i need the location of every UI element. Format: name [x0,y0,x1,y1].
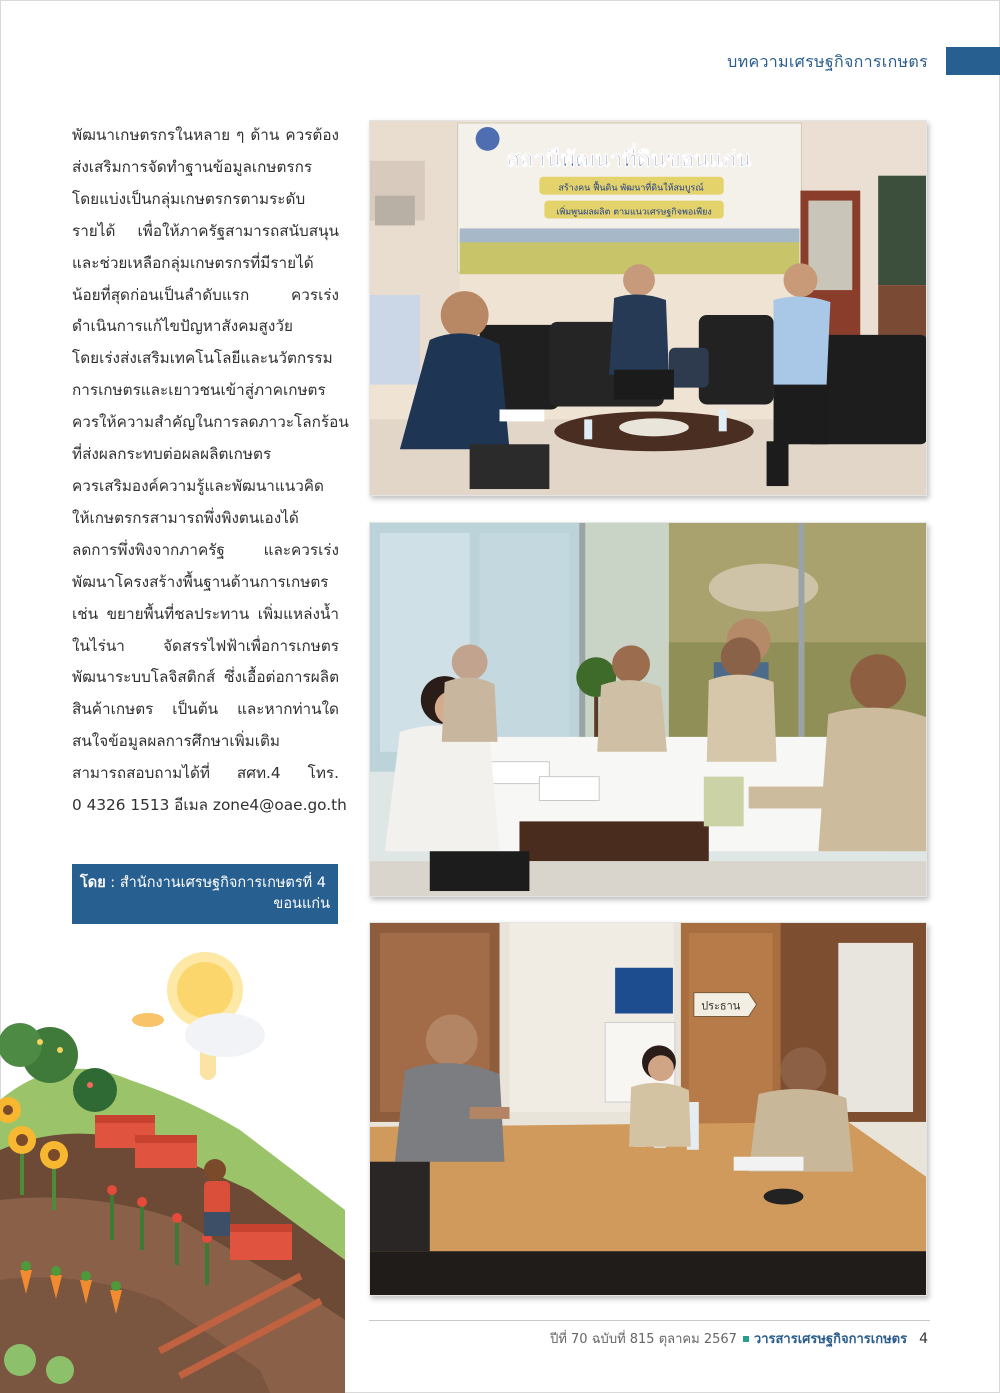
article-line: น้อยที่สุดก่อนเป็นลำดับแรก ควรเร่ง [72,285,339,304]
byline-box [72,864,338,924]
article-line: โดยเร่งส่งเสริมเทคโนโลยีและนวัตกรรม [72,349,333,368]
farm-illustration [0,950,345,1393]
footer [550,1328,928,1349]
article-line: พัฒนาโครงสร้างพื้นฐานด้านการเกษตร [72,572,329,591]
article-line: ให้เกษตรกรสามารถพึ่งพิงตนเองได้ [72,508,299,527]
byline-city: ขอนแก่น [273,896,330,912]
footer-issue: ปีที่ 70 ฉบับที่ 815 ตุลาคม 2567 [550,1332,737,1347]
footer-square-icon [743,1336,749,1342]
article-line: การเกษตรและเยาวชนเข้าสู่ภาคเกษตร [72,381,326,400]
article-line: พัฒนาเกษตรกรในหลาย ๆ ด้าน ควรต้อง [72,126,339,144]
article-line: ควรเสริมองค์ความรู้และพัฒนาแนวคิด [72,476,324,495]
header-accent-bar [946,47,1000,75]
article-line: ที่ส่งผลกระทบต่อผลผลิตเกษตร [72,445,272,464]
footer-journal-name: วารสารเศรษฐกิจการเกษตร [753,1332,908,1347]
article-line: และช่วยเหลือกลุ่มเกษตรกรที่มีรายได้ [72,253,314,272]
byline-label: โดย [80,875,106,891]
footer-rule [369,1320,930,1321]
article-line: พัฒนาระบบโลจิสติกส์ ซึ่งเอื้อต่อการผลิต [72,668,339,687]
article-line: ในไร่นา จัดสรรไฟฟ้าเพื่อการเกษตร [72,636,339,655]
article-line: 0 4326 1513 อีเมล zone4@oae.go.th [72,796,347,815]
article-line: สินค้าเกษตร เป็นต้น และหากท่านใด [72,700,339,719]
photo-meeting-glass-office [369,522,927,897]
article-line: ควรให้ความสำคัญในการลดภาวะโลกร้อน [72,413,349,432]
article-line: ส่งเสริมการจัดทำฐานข้อมูลเกษตรกร [72,157,313,176]
article-line: ลดการพึ่งพิงจากภาครัฐ และควรเร่ง [72,540,339,559]
sign-line-2: สร้างคน ฟื้นดิน พัฒนาที่ดินให้สมบูรณ์ [558,183,704,194]
article-line: รายได้ เพื่อให้ภาครัฐสามารถสนับสนุน [72,221,339,240]
photo-meeting-land-development-station [369,120,927,496]
photo-meeting-wood-office [369,922,927,1296]
sign-title: สถานีพัฒนาที่ดินขอนแก่น [506,147,752,173]
article-line: สนใจข้อมูลผลการศึกษาเพิ่มเติม [72,732,281,751]
article-body [72,120,349,822]
article-line: สามารถสอบถามได้ที่ สศท.4 โทร. [72,764,339,783]
byline-office: สำนักงานเศรษฐกิจการเกษตรที่ 4 [119,875,327,891]
article-line: โดยแบ่งเป็นกลุ่มเกษตรกรตามระดับ [72,189,306,208]
door-sign: ประธาน [701,999,741,1013]
article-line: ดำเนินการแก้ไขปัญหาสังคมสูงวัย [72,317,293,336]
page-number: 4 [919,1331,928,1347]
sign-line-3: เพิ่มพูนผลผลิต ตามแนวเศรษฐกิจพอเพียง [556,207,712,218]
byline-separator: : [105,875,120,891]
section-title: บทความเศรษฐกิจการเกษตร [727,52,928,71]
article-line: เช่น ขยายพื้นที่ชลประทาน เพิ่มแหล่งน้ำ [72,604,339,623]
